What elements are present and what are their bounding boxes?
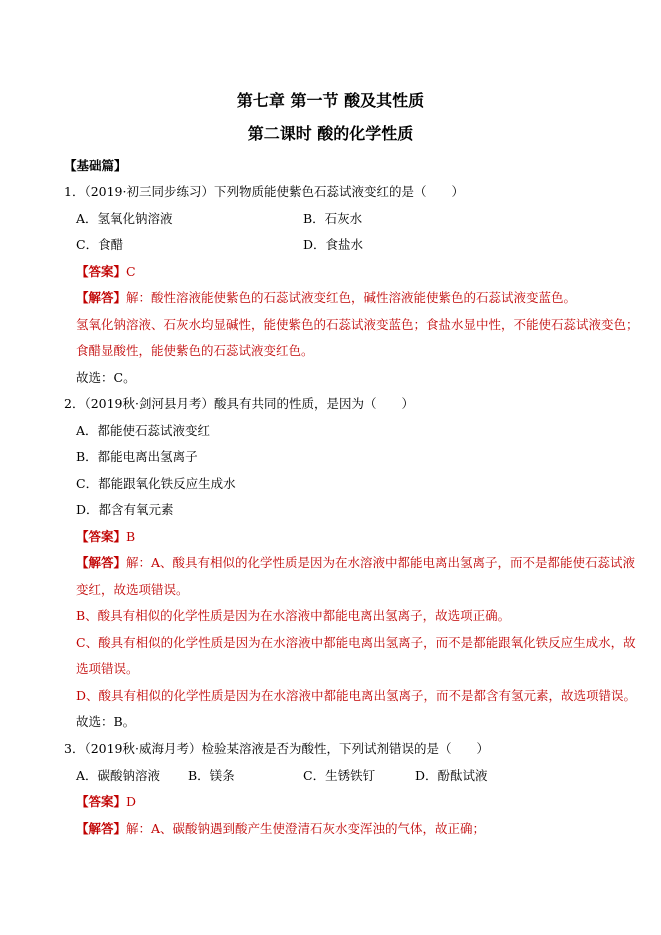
q3-analysis-text-1: 解：A、碳酸钠遇到酸产生使澄清石灰水变浑浊的气体，故正确； [126, 821, 486, 836]
q3-answer-value: D [126, 794, 137, 809]
q2-analysis-tag: 【解答】 [76, 555, 127, 570]
q1-option-a: A．氢氧化钠溶液 [76, 211, 173, 226]
q3-analysis-line-1 [76, 819, 485, 837]
q2-answer [76, 527, 135, 545]
q2-answer-tag: 【答案】 [76, 529, 127, 544]
q1-answer-value: C [126, 264, 136, 279]
q2-option-a: A．都能使石蕊试液变红 [76, 423, 211, 438]
q3-option-b: B．镁条 [188, 768, 235, 783]
q1-analysis-line-3: 食醋显酸性，能使紫色的石蕊试液变红色。 [76, 343, 314, 358]
q2-option-c: C．都能跟氧化铁反应生成水 [76, 476, 236, 491]
q1-analysis-text-1: 解：酸性溶液能使紫色的石蕊试液变红色，碱性溶液能使紫色的石蕊试液变蓝色。 [126, 290, 577, 305]
chapter-title: 第七章 第一节 酸及其性质 [236, 91, 425, 110]
q1-answer [76, 262, 136, 280]
q1-stem: 1．（2019·初三同步练习）下列物质能使紫色石蕊试液变红的是（ ） [64, 184, 464, 199]
q1-choice: 故选：C。 [76, 370, 136, 385]
q3-option-c: C．生锈铁钉 [303, 768, 376, 783]
q1-option-c: C．食醋 [76, 237, 124, 252]
q3-answer [76, 792, 136, 810]
q2-choice: 故选：B。 [76, 714, 136, 729]
q3-analysis-tag: 【解答】 [76, 821, 127, 836]
q2-analysis-line-4: C、酸具有相似的化学性质是因为在水溶液中都能电离出氢离子，而不是都能跟氧化铁反应生成水，故 [76, 635, 636, 650]
q1-option-b: B．石灰水 [303, 211, 363, 226]
q3-option-a: A．碳酸钠溶液 [76, 768, 161, 783]
q1-option-d: D．食盐水 [303, 237, 364, 252]
q2-analysis-line-5: 选项错误。 [76, 661, 139, 676]
q3-answer-tag: 【答案】 [76, 794, 127, 809]
q2-analysis-line-2: 变红，故选项错误。 [76, 582, 189, 597]
lesson-title: 第二课时 酸的化学性质 [247, 124, 414, 143]
q2-stem: 2．（2019秋·剑河县月考）酸具有共同的性质，是因为（ ） [64, 396, 414, 411]
q2-analysis-line-6: D、酸具有相似的化学性质是因为在水溶液中都能电离出氢离子，而不是都含有氢元素，故选项错误。 [76, 688, 637, 703]
q2-analysis-line-3: B、酸具有相似的化学性质是因为在水溶液中都能电离出氢离子，故选项正确。 [76, 608, 511, 623]
q1-analysis-line-1 [76, 288, 576, 306]
q1-analysis-line-2: 氢氧化钠溶液、石灰水均显碱性，能使紫色的石蕊试液变蓝色；食盐水显中性，不能使石蕊试液变色； [76, 317, 639, 332]
q1-analysis-tag: 【解答】 [76, 290, 127, 305]
q2-analysis-line-1 [76, 553, 635, 571]
q3-option-d: D．酚酞试液 [415, 768, 488, 783]
q1-answer-tag: 【答案】 [76, 264, 127, 279]
q2-option-d: D．都含有氧元素 [76, 502, 174, 517]
q3-stem: 3．（2019秋·威海月考）检验某溶液是否为酸性，下列试剂错误的是（ ） [64, 741, 489, 756]
q2-analysis-text-1: 解：A、酸具有相似的化学性质是因为在水溶液中都能电离出氢离子，而不是都能使石蕊试液 [126, 555, 636, 570]
section-label: 【基础篇】 [64, 158, 127, 173]
q2-answer-value: B [126, 529, 136, 544]
q2-option-b: B．都能电离出氢离子 [76, 449, 198, 464]
